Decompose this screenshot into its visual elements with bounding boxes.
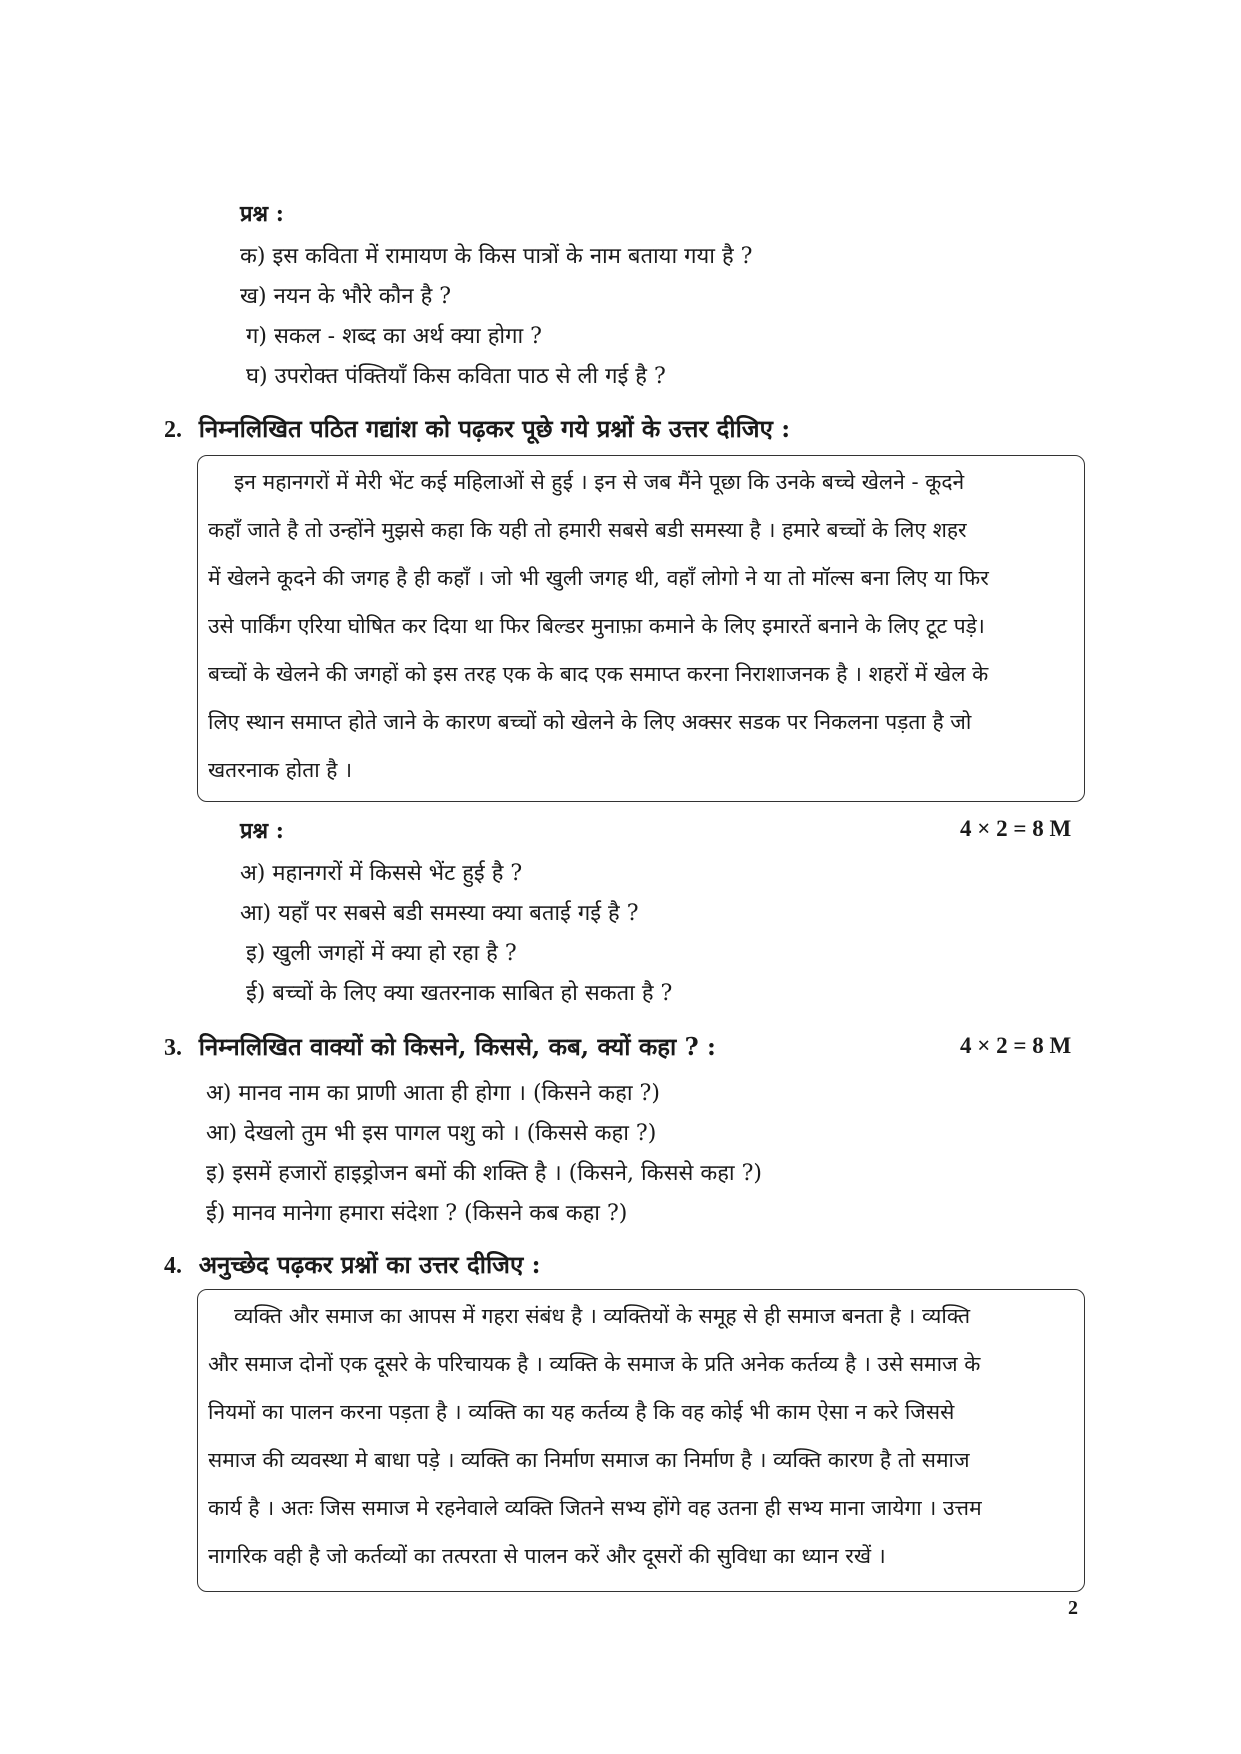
q1-item-ka: क) इस कविता में रामायण के किस पात्रों के नाम बताया गया है ? <box>240 244 753 269</box>
q2-passage-line-7: खतरनाक होता है । <box>208 758 353 782</box>
q2-passage-line-6: लिए स्थान समाप्त होते जाने के कारण बच्चों को खेलने के लिए अक्सर सडक पर निकलना पड़ता है जो <box>208 710 972 734</box>
q4-passage-line-6: नागरिक वही है जो कर्तव्यों का तत्परता से पालन करें और दूसरों की सुविधा का ध्यान रखें । <box>208 1544 886 1568</box>
q2-passage-line-1: इन महानगरों में मेरी भेंट कई महिलाओं से हुई । इन से जब मैंने पूछा कि उनके बच्चे खेलने - कूदने <box>234 470 965 494</box>
q1-item-ga: ग) सकल - शब्द का अर्थ क्या होगा ? <box>246 324 542 349</box>
q2-question-label: प्रश्न : <box>240 818 284 844</box>
q2-passage-box <box>197 455 1085 802</box>
q3-item-a: अ) मानव नाम का प्राणी आता ही होगा । (किसने कहा ?) <box>206 1081 660 1106</box>
q2-heading <box>164 412 790 445</box>
q2-passage-line-5: बच्चों के खेलने की जगहों को इस तरह एक के बाद एक समाप्त करना निराशाजनक है । शहरों में खेल के <box>208 662 989 686</box>
q4-passage-line-3: नियमों का पालन करना पड़ता है । व्यक्ति का यह कर्तव्य है कि वह कोई भी काम ऐसा न करे जिससे <box>208 1400 955 1424</box>
q4-heading-text: अनुच्छेद पढ़कर प्रश्नों का उत्तर दीजिए : <box>198 1250 541 1279</box>
q1-item-kha: ख) नयन के भौरे कौन है ? <box>240 284 452 309</box>
q2-passage-line-3: में खेलने कूदने की जगह है ही कहाँ । जो भी खुली जगह थी, वहाँ लोगो ने या तो मॉल्स बना लिए या फिर <box>208 566 989 590</box>
q3-heading-text: निम्नलिखित वाक्यों को किसने, किससे, कब, क्यों कहा ? : <box>198 1032 716 1061</box>
q2-item-i: इ) खुली जगहों में क्या हो रहा है ? <box>246 941 517 966</box>
q4-passage-line-5: कार्य है । अतः जिस समाज मे रहनेवाले व्यक्ति जितने सभ्य होंगे वह उतना ही सभ्य माना जायेगा । उत्तम <box>208 1496 982 1520</box>
q2-item-a: अ) महानगरों में किससे भेंट हुई है ? <box>240 861 523 886</box>
q3-number: 3. <box>164 1035 182 1061</box>
q4-number: 4. <box>164 1253 182 1279</box>
q4-passage-box <box>197 1289 1085 1592</box>
q2-item-ii: ई) बच्चों के लिए क्या खतरनाक साबित हो सकता है ? <box>246 981 673 1006</box>
q3-item-i: इ) इसमें हजारों हाइड्रोजन बमों की शक्ति है । (किसने, किससे कहा ?) <box>206 1161 762 1186</box>
q4-passage-line-4: समाज की व्यवस्था मे बाधा पड़े । व्यक्ति का निर्माण समाज का निर्माण है । व्यक्ति कारण है तो समाज <box>208 1448 970 1472</box>
q3-item-ii: ई) मानव मानेगा हमारा संदेशा ? (किसने कब कहा ?) <box>206 1201 628 1226</box>
page-number: 2 <box>1068 1597 1078 1619</box>
q4-passage-line-1: व्यक्ति और समाज का आपस में गहरा संबंध है । व्यक्तियों के समूह से ही समाज बनता है । व्यक्ति <box>234 1304 971 1328</box>
q3-item-aa: आ) देखलो तुम भी इस पागल पशु को । (किससे कहा ?) <box>206 1121 657 1146</box>
q2-heading-text: निम्नलिखित पठित गद्यांश को पढ़कर पूछे गये प्रश्नों के उत्तर दीजिए : <box>198 414 791 443</box>
q4-passage-line-2: और समाज दोनों एक दूसरे के परिचायक है । व्यक्ति के समाज के प्रति अनेक कर्तव्य है । उसे समाज के <box>208 1352 981 1376</box>
q1-item-gha: घ) उपरोक्त पंक्तियाँ किस कविता पाठ से ली गई है ? <box>246 364 666 389</box>
q1-question-label: प्रश्न : <box>240 201 284 227</box>
q2-marks: 4 × 2 = 8 M <box>960 816 1072 841</box>
q2-passage-line-2: कहाँ जाते है तो उन्होंने मुझसे कहा कि यही तो हमारी सबसे बडी समस्या है । हमारे बच्चों के लिए शहर <box>208 518 967 542</box>
q2-item-aa: आ) यहाँ पर सबसे बडी समस्या क्या बताई गई है ? <box>240 901 639 926</box>
q2-passage-line-4: उसे पार्किंग एरिया घोषित कर दिया था फिर बिल्डर मुनाफ़ा कमाने के लिए इमारतें बनाने के लिए टूट पड़े। <box>208 614 985 638</box>
q4-heading <box>164 1248 540 1281</box>
q3-marks: 4 × 2 = 8 M <box>960 1033 1072 1058</box>
q2-number: 2. <box>164 417 182 443</box>
q3-heading <box>164 1030 716 1063</box>
